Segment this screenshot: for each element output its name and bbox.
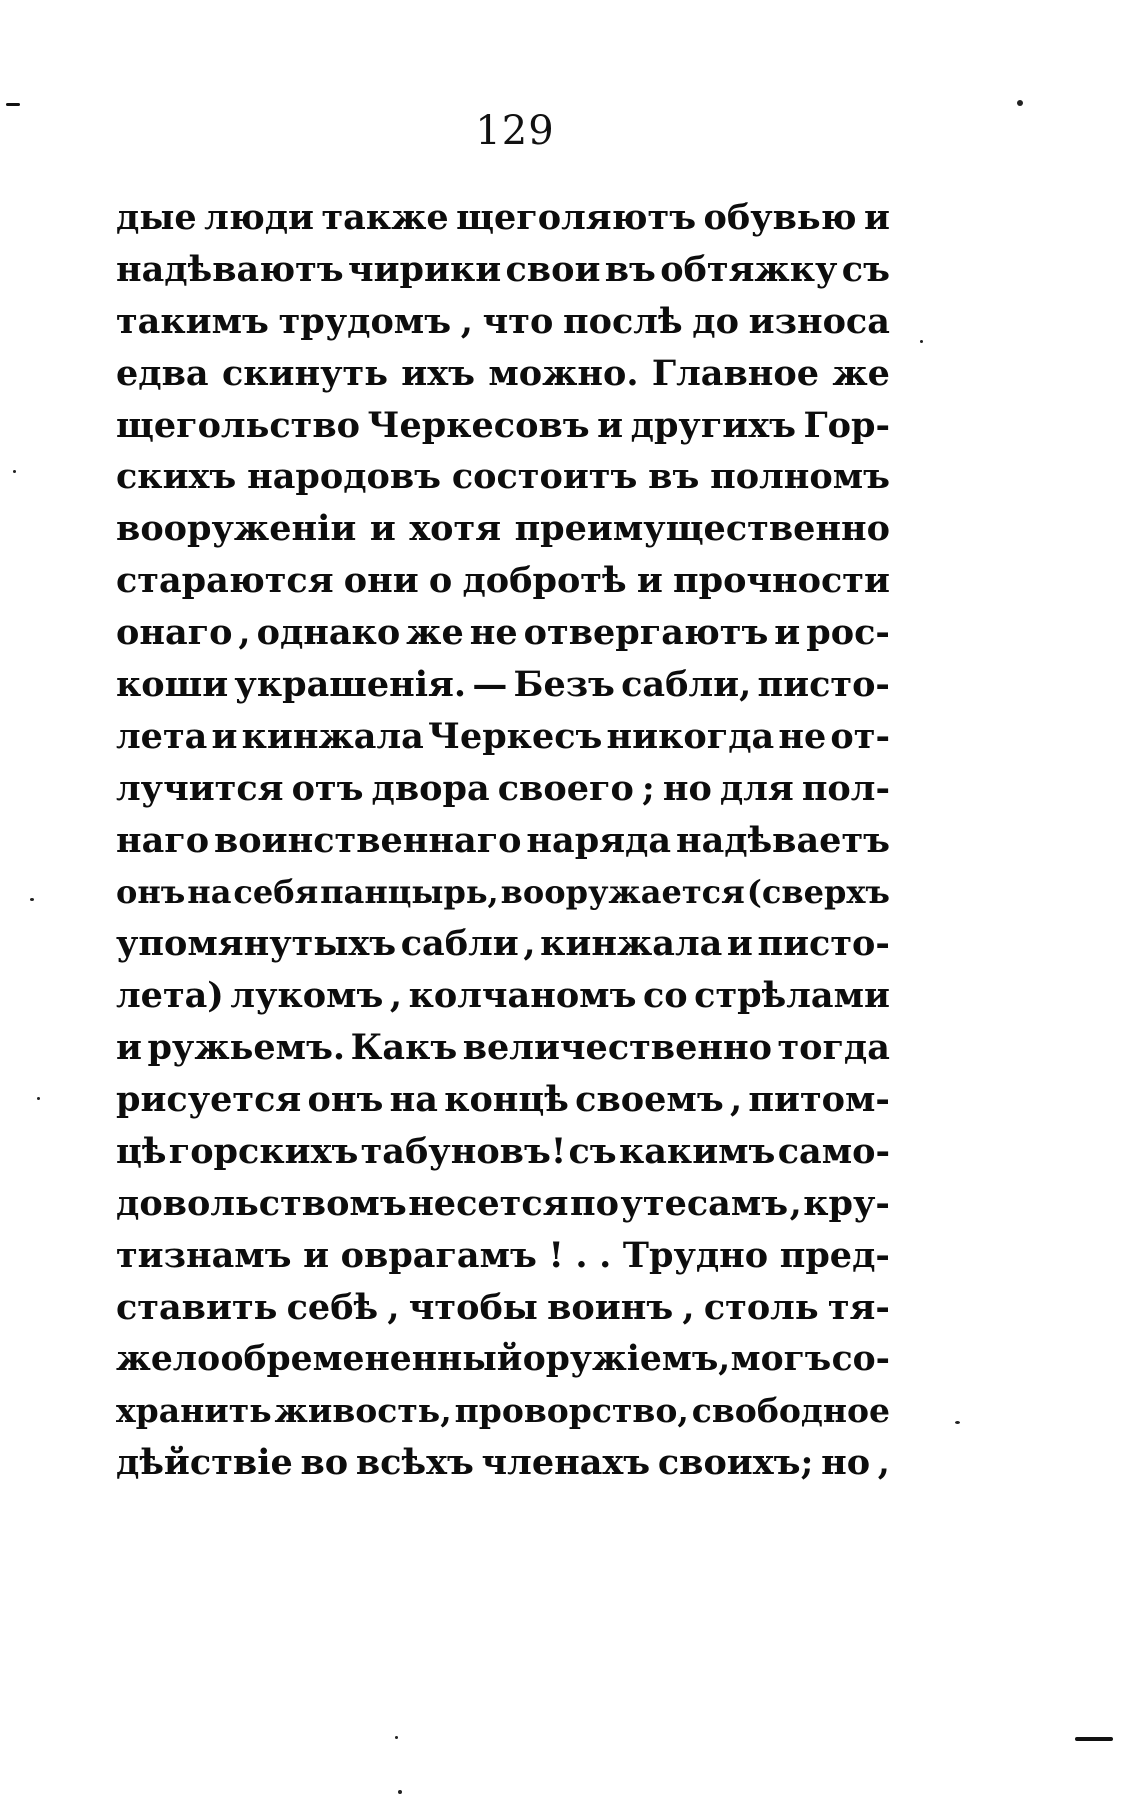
word: обремененный [220, 1338, 523, 1379]
word: , [238, 612, 251, 654]
text-line [116, 711, 890, 763]
text-line [116, 659, 890, 711]
word: до [692, 300, 739, 342]
word: двора [371, 767, 490, 809]
word: хранить [116, 1391, 272, 1431]
word: же [406, 612, 464, 654]
word: другихъ [630, 404, 796, 446]
word: ; [641, 767, 655, 809]
word: какимъ [618, 1131, 776, 1173]
word: съ [568, 1131, 617, 1173]
word: кинжала [540, 923, 723, 965]
word: украшенія. [234, 664, 467, 706]
scan-speck [920, 340, 923, 343]
word: наго [116, 819, 210, 861]
word: утесамъ [620, 1182, 789, 1224]
word: чирики [347, 248, 502, 290]
scan-speck [30, 898, 34, 901]
word: скинуть [221, 352, 388, 394]
word: живость, [274, 1391, 452, 1431]
word: стрѣлами [694, 975, 890, 1017]
word: себя [233, 872, 319, 911]
word: обувью [703, 197, 857, 238]
word: можно. [488, 352, 639, 394]
text-line [116, 815, 890, 867]
word: въ [648, 456, 700, 498]
word: , [682, 1286, 695, 1328]
word: , [789, 1182, 802, 1224]
word: пол- [801, 767, 890, 809]
word: ! [548, 1234, 564, 1276]
word: на [389, 1079, 438, 1121]
word: писто- [757, 664, 890, 706]
word: прочности [672, 560, 890, 602]
word: люди [204, 197, 314, 238]
word: Гор- [803, 404, 890, 446]
text-line [116, 503, 890, 555]
word: надѣваютъ [116, 248, 344, 290]
text-line [116, 244, 890, 296]
word: Черкесъ [427, 715, 603, 757]
word: Трудно [622, 1234, 769, 1276]
scan-mark [1075, 1737, 1113, 1741]
word: свободное [691, 1391, 890, 1431]
word: трудомъ [278, 300, 452, 342]
text-line [116, 867, 890, 919]
word: о [428, 560, 453, 602]
word: и [726, 923, 753, 965]
word: цѣ [116, 1131, 167, 1173]
scan-speck [955, 1421, 960, 1424]
word: преимущественно [514, 508, 890, 550]
word: онъ [116, 872, 186, 911]
word: щеголяютъ [456, 197, 697, 238]
word: от- [830, 715, 890, 757]
word: довольствомъ [116, 1182, 407, 1224]
word: свои [505, 248, 601, 290]
word: и [303, 1234, 330, 1276]
word: лучится [116, 767, 284, 809]
text-line [116, 348, 890, 400]
word: концѣ [444, 1079, 569, 1121]
text-line [116, 1334, 890, 1386]
word: однако [256, 612, 401, 654]
word: Черкесовъ [367, 404, 590, 446]
word: Какъ [350, 1027, 458, 1069]
word: оружіемъ, [522, 1338, 731, 1379]
word: , [387, 1286, 400, 1328]
word: коши [116, 664, 229, 706]
word: чтобы [408, 1286, 538, 1328]
word: . [599, 1234, 612, 1276]
word: сабли, [621, 664, 752, 706]
word: стараются [116, 560, 334, 602]
scan-speck [1017, 100, 1023, 106]
word: на [187, 872, 232, 911]
word: — [472, 664, 508, 706]
word: же [832, 352, 890, 394]
text-line [116, 400, 890, 452]
word: Главное [651, 352, 819, 394]
word: по [570, 1182, 619, 1224]
word: дые [116, 197, 197, 238]
word: они [343, 560, 419, 602]
word: всѣхъ [355, 1442, 474, 1484]
word: лета) [116, 975, 224, 1017]
text-line [116, 1178, 890, 1230]
word: народовъ [247, 456, 442, 498]
word: хотя [409, 508, 502, 550]
word: во [300, 1442, 349, 1484]
word: своихъ; [657, 1442, 814, 1484]
word: оврагамъ [340, 1234, 537, 1276]
word: скихъ [116, 456, 237, 498]
text-line [116, 970, 890, 1022]
word: , [729, 1079, 743, 1121]
text-line [116, 1126, 890, 1178]
word: колчаномъ [408, 975, 637, 1017]
word: несется [408, 1182, 569, 1224]
text-line [116, 607, 890, 659]
word: но [662, 767, 712, 809]
word: и [369, 508, 396, 550]
scan-speck [398, 1790, 402, 1794]
word: кру- [803, 1182, 890, 1224]
word: . [575, 1234, 588, 1276]
word: и [636, 560, 663, 602]
word: онаго [116, 612, 233, 654]
word: износа [748, 300, 890, 342]
text-line [116, 763, 890, 815]
word: и [774, 612, 801, 654]
word: тя- [827, 1286, 890, 1328]
word: само- [777, 1131, 890, 1173]
word: дѣйствіе [116, 1442, 293, 1484]
word: также [321, 197, 449, 238]
word: сабли [400, 923, 519, 965]
word: съ [841, 248, 890, 290]
scan-speck [13, 470, 16, 473]
text-line [116, 1282, 890, 1334]
word: рисуется [116, 1079, 302, 1121]
text-line [116, 1230, 890, 1282]
word: такимъ [116, 300, 269, 342]
word: жело [116, 1338, 221, 1379]
word: своемъ [575, 1079, 724, 1121]
word: ихъ [401, 352, 475, 394]
word: членахъ [481, 1442, 651, 1484]
word: что [482, 300, 554, 342]
word: , [523, 923, 536, 965]
word: и [597, 404, 624, 446]
word: наряда [526, 819, 672, 861]
word: отвергаютъ [523, 612, 769, 654]
word: обтяжку [660, 248, 838, 290]
word: (сверхъ [746, 872, 890, 911]
word: для [719, 767, 794, 809]
word: тизнамъ [116, 1234, 292, 1276]
word: пред- [779, 1234, 890, 1276]
word: щегольство [116, 404, 361, 446]
word: онъ [307, 1079, 384, 1121]
text-line [116, 918, 890, 970]
word: ружьемъ. [147, 1027, 346, 1069]
word: воинъ [547, 1286, 674, 1328]
scan-speck [37, 1097, 40, 1100]
scan-mark [6, 103, 20, 106]
text-line [116, 1022, 890, 1074]
word: , [460, 300, 473, 342]
word: , [877, 1442, 890, 1484]
text-line [116, 1385, 890, 1437]
word: ставить [116, 1286, 278, 1328]
word: въ [604, 248, 656, 290]
word: табуновъ! [360, 1131, 567, 1173]
word: отъ [291, 767, 364, 809]
text-line [116, 192, 890, 244]
word: себѣ [286, 1286, 379, 1328]
word: и [864, 197, 890, 238]
page-number: 129 [475, 108, 555, 154]
word: и [211, 715, 238, 757]
text-line [116, 555, 890, 607]
text-line [116, 1437, 890, 1489]
text-line [116, 1074, 890, 1126]
word: полномъ [710, 456, 890, 498]
text-line [116, 296, 890, 348]
scan-speck [395, 1736, 398, 1739]
word: вооруженіи [116, 508, 357, 550]
word: горскихъ [168, 1131, 359, 1173]
word: и [116, 1027, 142, 1069]
word: тогда [777, 1027, 890, 1069]
word: состоитъ [451, 456, 638, 498]
word: рос- [806, 612, 890, 654]
word: добротѣ [462, 560, 627, 602]
word: кинжала [241, 715, 424, 757]
word: величественно [462, 1027, 772, 1069]
word: столь [703, 1286, 819, 1328]
text-line [116, 451, 890, 503]
word: писто- [757, 923, 890, 965]
word: панцырь, [320, 872, 499, 911]
word: не [469, 612, 518, 654]
word: упомянутыхъ [116, 923, 397, 965]
word: не [778, 715, 827, 757]
word: вооружается [500, 872, 745, 911]
word: воинственнаго [213, 819, 522, 861]
word: надѣваетъ [675, 819, 890, 861]
body-text [116, 192, 890, 1489]
word: , [389, 975, 403, 1017]
word: никогда [606, 715, 775, 757]
word: со [642, 975, 688, 1017]
word: своего [497, 767, 634, 809]
word: лета [116, 715, 208, 757]
word: проворство, [454, 1391, 689, 1431]
word: питом- [748, 1079, 890, 1121]
word: едва [116, 352, 209, 394]
word: Безъ [513, 664, 615, 706]
word: лукомъ [230, 975, 384, 1017]
word: могъ [730, 1338, 832, 1379]
word: но [821, 1442, 871, 1484]
word: послѣ [563, 300, 683, 342]
word: со- [831, 1338, 890, 1379]
